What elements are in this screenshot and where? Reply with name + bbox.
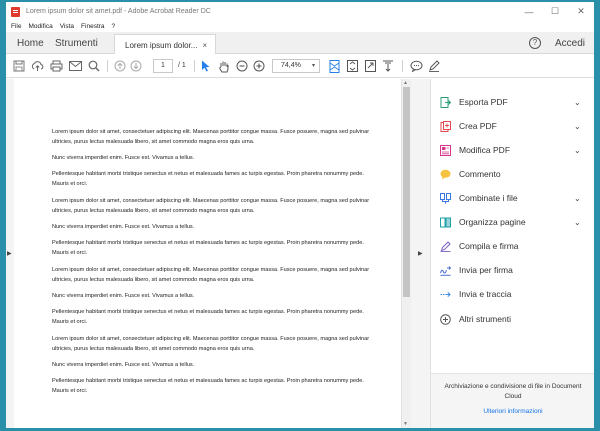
zoom-value: 74,4% — [281, 62, 301, 69]
tool-compila-firma[interactable] — [431, 234, 594, 258]
minimize-button[interactable]: — — [524, 6, 534, 17]
zoom-out-icon[interactable] — [235, 59, 249, 73]
tool-label: Invia e traccia — [459, 289, 512, 299]
document-cloud-promo — [431, 373, 594, 428]
left-pane-toggle[interactable] — [6, 79, 13, 428]
select-cursor-icon[interactable] — [199, 59, 213, 73]
organize-pages-icon — [440, 217, 451, 228]
paragraph: Lorem ipsum dolor sit amet, consectetuer adipiscing elit. Maecenas porttitor congue massa. Fusce posuere, magna sed pulvinar ultricies, purus lectus malesuada libero, sit amet commodo magna eros quis urna. — [52, 198, 370, 214]
full-screen-icon[interactable] — [363, 59, 377, 73]
chevron-down-icon[interactable]: ⌄ — [574, 217, 581, 227]
tab-tools[interactable]: Strumenti — [55, 38, 98, 49]
scroll-up-icon[interactable]: ▲ — [403, 80, 408, 86]
cloud-promo-text: Archiviazione e condivisione di file in Document Cloud — [444, 383, 582, 400]
scroll-mode-icon[interactable] — [345, 59, 359, 73]
next-page-icon[interactable] — [129, 59, 143, 73]
previous-page-icon[interactable] — [113, 59, 127, 73]
tool-label: Invia per firma — [459, 265, 513, 275]
tab-document-label: Lorem ipsum dolor... — [125, 40, 198, 50]
tool-label: Modifica PDF — [459, 145, 511, 155]
combine-files-icon — [440, 193, 451, 204]
tool-invia-traccia[interactable] — [431, 282, 594, 306]
right-pane-toggle[interactable] — [411, 79, 430, 428]
paragraph: Pellentesque habitant morbi tristique senectus et netus et malesuada fames ac turpis egestas. Proin pharetra nonummy pede. Mauris et orci. — [52, 309, 364, 325]
tool-modifica-pdf[interactable] — [431, 138, 594, 162]
tool-commento[interactable] — [431, 162, 594, 186]
tool-combinate-file[interactable] — [431, 186, 594, 210]
zoom-in-icon[interactable] — [252, 59, 266, 73]
tool-invia-per-firma[interactable] — [431, 258, 594, 282]
page-total: / 1 — [178, 62, 186, 69]
acrobat-app-icon — [11, 7, 20, 17]
paragraph: Pellentesque habitant morbi tristique senectus et netus et malesuada fames ac turpis egestas. Proin pharetra nonummy pede. Mauris et orci. — [52, 240, 364, 256]
paragraph: Nunc viverra imperdiet enim. Fusce est. Vivamus a tellus. — [52, 293, 195, 299]
send-for-signature-icon — [440, 265, 451, 276]
menu-help[interactable]: ? — [111, 23, 116, 30]
collapse-right-icon: ▶ — [418, 251, 423, 257]
paragraph: Lorem ipsum dolor sit amet, consectetuer adipiscing elit. Maecenas porttitor congue massa. Fusce posuere, magna sed pulvinar ultricies, purus lectus malesuada libero, sit amet commodo magna eros quis urna. — [52, 267, 370, 283]
highlight-pen-icon[interactable] — [427, 59, 441, 73]
tool-label: Combinate i file — [459, 193, 518, 203]
pdf-page[interactable] — [14, 79, 402, 428]
export-pdf-icon — [440, 97, 451, 108]
menu-bar — [6, 21, 594, 32]
document-area — [6, 79, 430, 428]
maximize-button[interactable]: ☐ — [550, 6, 560, 16]
menu-modifica[interactable]: Modifica — [28, 23, 53, 30]
window-controls — [516, 2, 594, 21]
save-icon[interactable] — [12, 59, 26, 73]
tab-bar — [6, 32, 594, 54]
print-icon[interactable] — [49, 59, 63, 73]
menu-vista[interactable]: Vista — [59, 23, 75, 30]
paragraph: Lorem ipsum dolor sit amet, consectetuer adipiscing elit. Maecenas porttitor congue massa. Fusce posuere, magna sed pulvinar ultricies, purus lectus malesuada libero, sit amet commodo magna eros quis urna. — [52, 336, 370, 352]
create-pdf-icon — [440, 121, 451, 132]
paragraph: Nunc viverra imperdiet enim. Fusce est. Vivamus a tellus. — [52, 362, 195, 368]
toolbar-divider — [402, 60, 403, 72]
tab-document[interactable] — [114, 34, 216, 55]
send-track-icon — [440, 289, 451, 300]
vertical-scrollbar[interactable] — [402, 79, 411, 428]
title-bar — [6, 2, 594, 21]
menu-file[interactable]: File — [11, 23, 22, 30]
zoom-caret-icon: ▾ — [311, 63, 315, 69]
help-icon[interactable]: ? — [529, 37, 541, 49]
paragraph: Nunc viverra imperdiet enim. Fusce est. Vivamus a tellus. — [52, 155, 195, 161]
expand-left-icon: ▶ — [7, 251, 12, 257]
learn-more-link[interactable]: Ulteriori informazioni — [483, 408, 543, 415]
menu-finestra[interactable]: Finestra — [81, 23, 105, 30]
tools-pane — [430, 79, 594, 428]
chevron-down-icon[interactable]: ⌄ — [574, 121, 581, 131]
hand-tool-icon[interactable] — [217, 59, 231, 73]
read-mode-icon[interactable] — [381, 59, 395, 73]
chevron-down-icon[interactable]: ⌄ — [574, 97, 581, 107]
toolbar-divider — [194, 60, 195, 72]
tool-label: Esporta PDF — [459, 97, 508, 107]
scrollbar-thumb[interactable] — [403, 87, 410, 297]
tool-altri-strumenti[interactable] — [431, 307, 594, 331]
close-tab-icon[interactable]: × — [202, 40, 208, 50]
edit-pdf-icon — [440, 145, 451, 156]
tool-label: Compila e firma — [459, 241, 519, 251]
sign-in-button[interactable]: Accedi — [555, 38, 586, 49]
tool-label: Organizza pagine — [459, 217, 526, 227]
tool-label: Altri strumenti — [459, 314, 511, 324]
toolbar-divider — [107, 60, 108, 72]
paragraph: Pellentesque habitant morbi tristique senectus et netus et malesuada fames ac turpis egestas. Proin pharetra nonummy pede. Mauris et orci. — [52, 378, 364, 394]
tool-label: Crea PDF — [459, 121, 497, 131]
email-icon[interactable] — [68, 59, 82, 73]
chevron-down-icon[interactable]: ⌄ — [574, 193, 581, 203]
paragraph: Lorem ipsum dolor sit amet, consectetuer adipiscing elit. Maecenas porttitor congue massa. Fusce posuere, magna sed pulvinar ultricies, purus lectus malesuada libero, sit amet commodo magna eros quis urna. — [52, 129, 370, 145]
zoom-level-select[interactable] — [272, 59, 320, 73]
paragraph: Pellentesque habitant morbi tristique senectus et netus et malesuada fames ac turpis egestas. Proin pharetra nonummy pede. Mauris et orci. — [52, 171, 364, 187]
tab-home[interactable]: Home — [17, 38, 44, 49]
fill-sign-icon — [440, 241, 451, 252]
close-window-button[interactable]: ✕ — [577, 6, 585, 16]
tool-label: Commento — [459, 169, 501, 179]
more-tools-icon — [440, 314, 451, 325]
cloud-upload-icon[interactable] — [30, 59, 44, 73]
chevron-down-icon[interactable]: ⌄ — [574, 145, 581, 155]
page-number-input[interactable]: 1 — [153, 59, 173, 73]
tool-organizza-pagine[interactable] — [431, 210, 594, 234]
toolbar — [6, 54, 594, 78]
fit-width-icon[interactable] — [327, 59, 341, 73]
comment-icon — [440, 169, 451, 180]
tool-esporta-pdf[interactable] — [431, 90, 594, 114]
search-icon[interactable] — [87, 59, 101, 73]
scroll-down-icon[interactable]: ▼ — [403, 421, 408, 427]
comment-bubble-icon[interactable] — [409, 59, 423, 73]
window-title: Lorem ipsum dolor sit amet.pdf - Adobe Acrobat Reader DC — [26, 8, 211, 15]
tool-crea-pdf[interactable] — [431, 114, 594, 138]
acrobat-window — [6, 2, 594, 428]
paragraph: Nunc viverra imperdiet enim. Fusce est. Vivamus a tellus. — [52, 224, 195, 230]
